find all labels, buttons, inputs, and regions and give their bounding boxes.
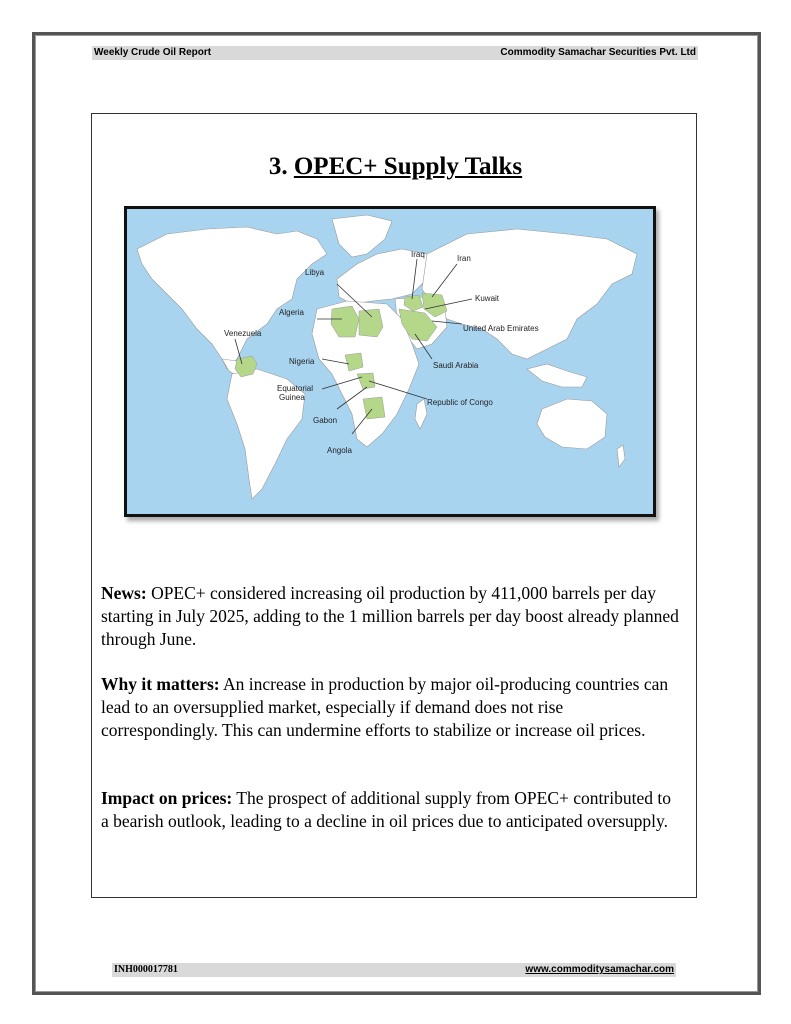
libya-highlight — [359, 309, 383, 337]
company-name: Commodity Samachar Securities Pvt. Ltd — [500, 47, 696, 58]
impact-label: Impact on prices: — [101, 788, 233, 808]
why-it-matters-paragraph — [101, 673, 681, 742]
label-iran: Iran — [457, 254, 471, 263]
opec-world-map — [124, 206, 656, 517]
impact-paragraph — [101, 787, 681, 833]
section-heading: OPEC+ Supply Talks — [293, 153, 523, 180]
label-iraq: Iraq — [411, 250, 425, 259]
report-title: Weekly Crude Oil Report — [94, 47, 212, 58]
label-gabon: Gabon — [313, 416, 338, 425]
section-title — [0, 153, 791, 181]
page-footer — [112, 963, 676, 977]
label-venezuela: Venezuela — [224, 329, 262, 338]
website-link[interactable]: www.commoditysamachar.com — [525, 964, 674, 975]
impact-text: The prospect of additional supply from OPEC+ contributed to a bearish outlook, leading to a decline in oil prices due to anticipated oversupply. — [101, 788, 671, 831]
section-number: 3. — [268, 153, 288, 180]
label-republic-of-congo: Republic of Congo — [427, 398, 493, 407]
label-libya: Libya — [305, 268, 325, 277]
news-paragraph — [101, 582, 681, 651]
news-text: OPEC+ considered increasing oil production by 411,000 barrels per day starting in July 2025, adding to the 1 million barrels per day boost already planned through June. — [101, 583, 679, 649]
label-angola: Angola — [327, 446, 352, 455]
why-text: An increase in production by major oil-producing countries can lead to an oversupplied market, especially if demand does not rise correspondingly. This can undermine efforts to stabilize or increase oil prices. — [101, 674, 669, 740]
label-nigeria: Nigeria — [289, 357, 315, 366]
label-saudi-arabia: Saudi Arabia — [433, 361, 479, 370]
label-guinea: Guinea — [279, 393, 305, 402]
label-algeria: Algeria — [279, 308, 304, 317]
label-uae: United Arab Emirates — [463, 324, 539, 333]
registration-number: INH000017781 — [114, 964, 178, 975]
news-label: News: — [101, 583, 147, 603]
page-header — [92, 46, 698, 60]
label-equatorial: Equatorial — [277, 384, 314, 393]
why-label: Why it matters: — [101, 674, 220, 694]
world-map-svg — [127, 209, 653, 514]
label-kuwait: Kuwait — [475, 294, 500, 303]
